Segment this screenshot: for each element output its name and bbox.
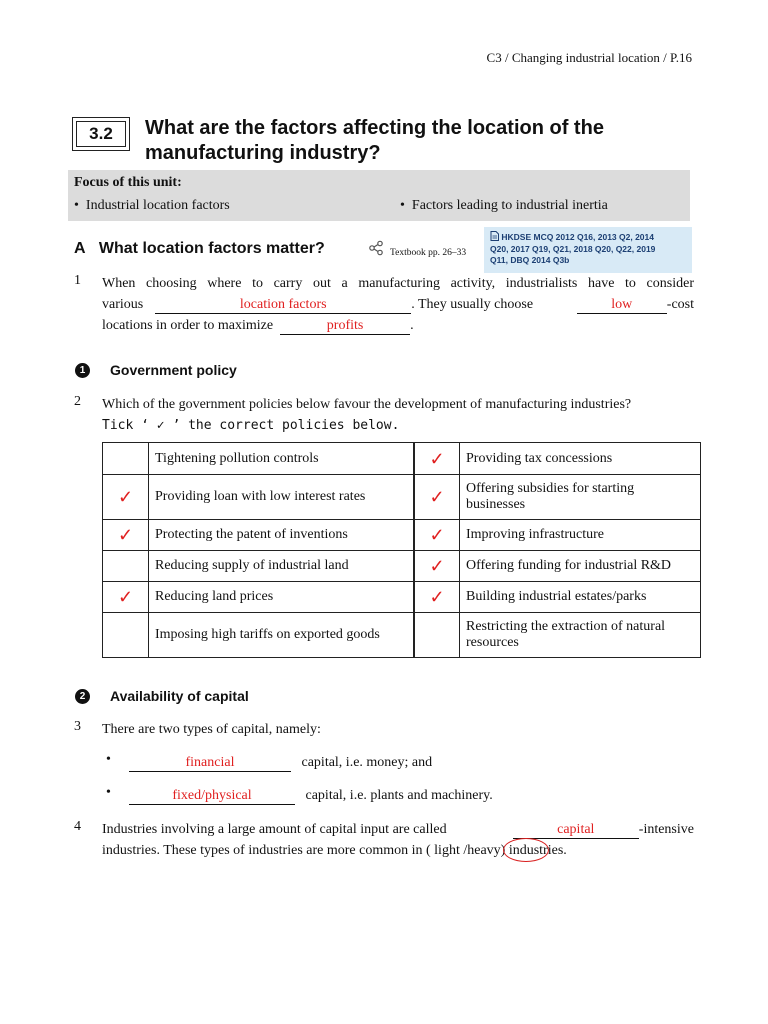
policy-cell: Providing tax concessions xyxy=(460,443,701,475)
q3-intro: There are two types of capital, namely: xyxy=(102,722,321,737)
tick-cell xyxy=(414,613,460,658)
answer-blank: location factors xyxy=(155,297,411,314)
section-title: What location factors matter? xyxy=(98,240,325,257)
share-icon xyxy=(368,240,384,256)
unit-title-line2: manufacturing industry? xyxy=(145,142,381,164)
past-papers-line: Q20, 2017 Q19, Q21, 2018 Q20, Q22, 2019 xyxy=(490,243,656,254)
policy-row xyxy=(103,475,701,520)
tick-cell xyxy=(103,551,149,582)
policy-row xyxy=(103,582,701,613)
policy-row xyxy=(103,613,701,658)
q1-line1: When choosing where to carry out a manufacturing activity, industrialists have to consider xyxy=(102,276,694,291)
answer-blank: low xyxy=(577,297,667,314)
question-number: 4 xyxy=(74,819,81,834)
section-letter: A xyxy=(74,240,86,257)
q3-bullet: financial capital, i.e. money; and xyxy=(129,752,432,773)
unit-title-line1: What are the factors affecting the location of the xyxy=(145,117,604,139)
document-icon xyxy=(490,231,499,241)
tick-cell: ✓ xyxy=(103,475,149,520)
q4-line2: industries. These types of industries are more common in ( light /heavy) industries. xyxy=(102,843,567,858)
focus-item: • Factors leading to industrial inertia xyxy=(400,198,608,213)
policy-cell: Improving infrastructure xyxy=(460,520,701,551)
tick-cell: ✓ xyxy=(414,443,460,475)
past-papers-line: HKDSE MCQ 2012 Q16, 2013 Q2, 2014 xyxy=(490,231,686,244)
question-number: 1 xyxy=(74,273,81,288)
section-a-heading xyxy=(74,240,325,258)
policy-cell: Building industrial estates/parks xyxy=(460,582,701,613)
policy-row xyxy=(103,520,701,551)
policy-cell: Providing loan with low interest rates xyxy=(149,475,415,520)
tick-cell: ✓ xyxy=(103,582,149,613)
tick-cell: ✓ xyxy=(414,520,460,551)
policy-cell: Imposing high tariffs on exported goods xyxy=(149,613,415,658)
past-papers-line: Q11, DBQ 2014 Q3b xyxy=(490,255,570,265)
q1-line3: locations in order to maximize profits . xyxy=(102,318,414,333)
policy-cell: Protecting the patent of inventions xyxy=(149,520,415,551)
answer-blank: profits xyxy=(280,318,410,335)
tick-cell: ✓ xyxy=(414,475,460,520)
textbook-reference: Textbook pp. 26–33 xyxy=(390,248,467,258)
q3-bullet: fixed/physical capital, i.e. plants and machinery. xyxy=(129,785,493,806)
focus-title: Focus of this unit: xyxy=(74,175,182,190)
focus-box xyxy=(68,170,690,221)
policy-row xyxy=(103,551,701,582)
policy-cell: Reducing supply of industrial land xyxy=(149,551,415,582)
policy-cell: Offering funding for industrial R&D xyxy=(460,551,701,582)
policy-row xyxy=(103,443,701,475)
sub-heading-title: Government policy xyxy=(110,362,237,378)
policy-cell: Tightening pollution controls xyxy=(149,443,415,475)
answer-blank: financial xyxy=(129,755,291,772)
q1-line2: various location factors . They usually choose low -cost xyxy=(102,297,694,312)
answer-blank: fixed/physical xyxy=(129,788,295,805)
policy-cell: Restricting the extraction of natural resources xyxy=(460,613,701,658)
policy-cell: Offering subsidies for starting businesses xyxy=(460,475,701,520)
sub-heading-title: Availability of capital xyxy=(110,688,249,704)
focus-item: • Industrial location factors xyxy=(74,198,230,213)
tick-cell: ✓ xyxy=(414,551,460,582)
unit-title xyxy=(145,116,705,166)
sub-heading-number: 1 xyxy=(75,363,90,378)
answer-blank: capital xyxy=(513,822,639,839)
question-number: 2 xyxy=(74,394,81,409)
policy-table xyxy=(102,442,701,658)
q2-line2: Tick ‘ ✓ ’ the correct policies below. xyxy=(102,418,400,433)
q4-line1: Industries involving a large amount of capital input are called capital -intensive xyxy=(102,822,694,837)
circled-answer: heavy xyxy=(467,843,501,858)
page-header: C3 / Changing industrial location / P.16 xyxy=(486,50,692,65)
tick-cell: ✓ xyxy=(414,582,460,613)
tick-cell xyxy=(103,613,149,658)
tick-cell xyxy=(103,443,149,475)
tick-cell: ✓ xyxy=(103,520,149,551)
past-papers-box xyxy=(484,227,692,273)
unit-number: 3.2 xyxy=(76,121,126,147)
sub-heading-number: 2 xyxy=(75,689,90,704)
unit-number-badge xyxy=(72,117,130,151)
answer-circle xyxy=(503,838,549,862)
policy-cell: Reducing land prices xyxy=(149,582,415,613)
question-number: 3 xyxy=(74,719,81,734)
q2-line1: Which of the government policies below favour the development of manufacturing industries? xyxy=(102,397,632,412)
